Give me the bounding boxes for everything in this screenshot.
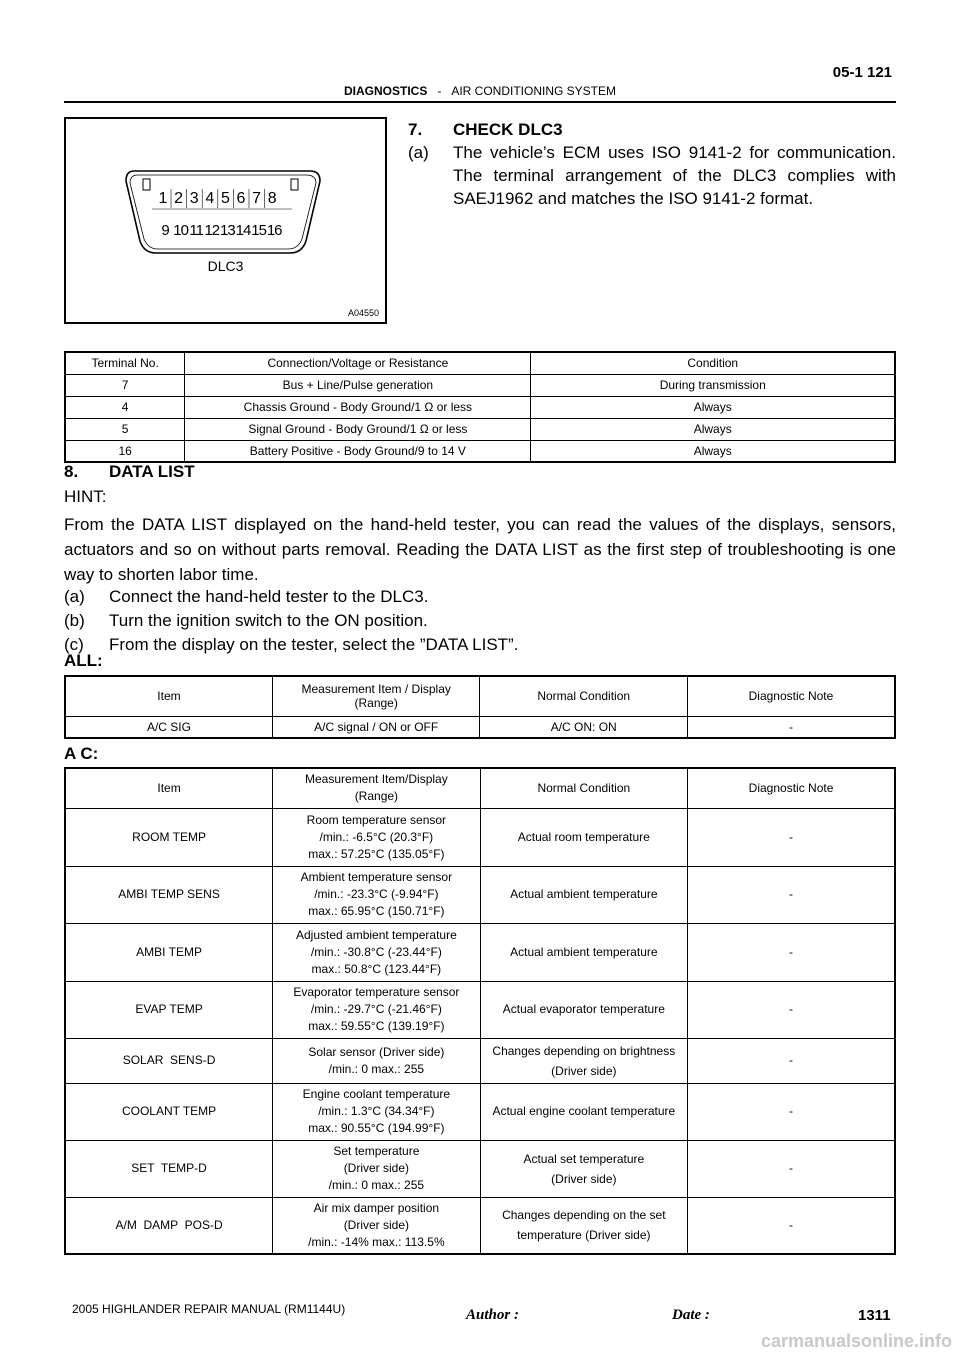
cell-measurement xyxy=(273,1197,480,1254)
cell-item: AMBI TEMP xyxy=(65,923,273,981)
ac-table xyxy=(64,767,896,1255)
table-row xyxy=(65,418,895,440)
cell-measurement-line: max.: 90.55°C (194.99°F) xyxy=(308,1121,445,1135)
cell-item: AMBI TEMP SENS xyxy=(65,866,273,923)
step8-b-label: (b) xyxy=(64,611,85,630)
terminal-table xyxy=(64,351,896,463)
running-header xyxy=(0,84,960,98)
cell-diag: - xyxy=(688,1083,895,1140)
cell-measurement-line: /min.: -6.5°C (20.3°F) xyxy=(319,829,434,844)
cell-normal-line: temperature (Driver side) xyxy=(517,1228,651,1243)
table-row xyxy=(65,808,895,866)
step7-a-line1: The vehicle’s ECM uses ISO 9141-2 for communication. xyxy=(453,143,896,162)
table-row xyxy=(65,1083,895,1140)
cell-normal-line: Actual engine coolant temperature xyxy=(492,1104,676,1118)
th-item: Item xyxy=(65,768,273,808)
pin-label: 8 xyxy=(267,190,277,207)
footer-page-number: 1311 xyxy=(858,1307,891,1324)
pin-label: 9 xyxy=(161,222,169,239)
hint-label: HINT: xyxy=(64,487,107,506)
right-latch xyxy=(291,179,298,190)
left-latch xyxy=(143,179,150,190)
table-row xyxy=(65,923,895,981)
cell-measurement-line: /min.: -30.8°C (-23.44°F) xyxy=(310,944,442,959)
th-diag: Diagnostic Note xyxy=(687,676,895,716)
cell-diag: - xyxy=(687,716,895,738)
footer-author: Author : xyxy=(466,1307,519,1323)
pin-label: 5 xyxy=(220,190,230,207)
pin-label: 2 xyxy=(174,190,184,207)
cell-measurement-line: Room temperature sensor xyxy=(306,812,447,827)
table-row xyxy=(65,1140,895,1197)
step7-a-label: (a) xyxy=(408,143,429,162)
th-diag: Diagnostic Note xyxy=(688,768,895,808)
cell-measurement-line: (Driver side) xyxy=(343,1161,410,1175)
table-row xyxy=(65,981,895,1038)
table-row xyxy=(65,374,895,396)
footer-date: Date : xyxy=(672,1307,710,1323)
cell-measurement xyxy=(273,1083,480,1140)
cell-measurement-line: (Driver side) xyxy=(343,1217,410,1232)
cell-item: SET TEMP-D xyxy=(65,1140,273,1197)
cell-measurement xyxy=(273,981,480,1038)
th-measurement-line2: (Range) xyxy=(354,696,398,711)
step7-a-line3: SAEJ1962 and matches the ISO 9141-2 format. xyxy=(453,189,814,208)
cell-item: A/M DAMP POS-D xyxy=(65,1197,273,1254)
cell-measurement xyxy=(273,923,480,981)
cell-normal-line: (Driver side) xyxy=(551,1171,617,1186)
cell-measurement-line: Evaporator temperature sensor xyxy=(293,985,460,999)
cell-item: ROOM TEMP xyxy=(65,808,273,866)
cell-normal-line: (Driver side) xyxy=(551,1063,617,1078)
cell-normal-line: Changes depending on the set xyxy=(502,1208,666,1223)
table-row xyxy=(65,440,895,462)
th-measurement-line1: Measurement Item/Display xyxy=(305,772,448,787)
all-label: ALL: xyxy=(64,651,103,670)
th-item: Item xyxy=(65,676,272,716)
table-row xyxy=(65,1038,895,1083)
cell-normal xyxy=(480,1038,687,1083)
cell-normal-line: Actual ambient temperature xyxy=(510,944,658,959)
step8-title: DATA LIST xyxy=(109,462,195,481)
cell-normal xyxy=(480,923,687,981)
cell-measurement-line: Set temperature xyxy=(333,1144,420,1158)
cell-connection: Battery Positive - Body Ground/9 to 14 V xyxy=(185,440,531,462)
pin-label: 7 xyxy=(252,190,262,207)
step7-title: CHECK DLC3 xyxy=(453,120,563,139)
cell-measurement: A/C signal / ON or OFF xyxy=(272,716,480,738)
cell-normal xyxy=(480,1140,687,1197)
step7-num: 7. xyxy=(408,120,423,139)
cell-measurement-line: /min.: 0 max.: 255 xyxy=(328,1061,425,1076)
cell-measurement-line: /min.: -14% max.: 113.5% xyxy=(308,1234,445,1249)
cell-item: COOLANT TEMP xyxy=(65,1083,273,1140)
th-condition: Condition xyxy=(531,352,895,374)
ac-table-header xyxy=(65,768,895,808)
th-measurement xyxy=(273,768,480,808)
bottom-pin-row xyxy=(161,222,282,239)
th-terminal-no: Terminal No. xyxy=(65,352,185,374)
cell-measurement-line: max.: 57.25°C (135.05°F) xyxy=(308,846,445,861)
all-table-header xyxy=(65,676,895,716)
cell-measurement-line: max.: 59.55°C (139.19°F) xyxy=(308,1019,445,1033)
cell-measurement xyxy=(273,808,480,866)
th-measurement-line2: (Range) xyxy=(354,789,399,804)
cell-diag: - xyxy=(688,1140,895,1197)
cell-normal xyxy=(480,808,687,866)
datalist-paragraph: From the DATA LIST displayed on the hand-held tester, you can read the values of the displays, sensors, actuators and so on without parts removal. Reading the DATA LIST as the first step of troubleshooting is one way to shorten labor time. xyxy=(64,515,896,584)
cell-diag: - xyxy=(688,981,895,1038)
step7-a-line2: The terminal arrangement of the DLC3 complies with xyxy=(453,166,896,185)
dlc3-figure xyxy=(64,117,387,324)
cell-condition: During transmission xyxy=(531,374,895,396)
cell-measurement-line: /min.: 0 max.: 255 xyxy=(328,1178,425,1192)
cell-measurement xyxy=(273,866,480,923)
cell-item: SOLAR SENS-D xyxy=(65,1038,273,1083)
dlc3-connector-drawing xyxy=(66,119,385,322)
pin-label: 4 xyxy=(205,190,215,207)
cell-normal-line: Changes depending on brightness xyxy=(492,1043,676,1058)
footer-manual: 2005 HIGHLANDER REPAIR MANUAL (RM1144U) xyxy=(72,1302,346,1316)
cell-measurement-line: max.: 65.95°C (150.71°F) xyxy=(308,904,445,918)
pin-label: 11 xyxy=(189,222,203,239)
th-measurement-line1: Measurement Item / Display xyxy=(301,682,451,697)
cell-normal: A/C ON: ON xyxy=(480,716,687,738)
cell-measurement xyxy=(273,1038,480,1083)
cell-measurement-line: Adjusted ambient temperature xyxy=(295,927,457,942)
pin-label: 16 xyxy=(266,222,282,239)
step8-num: 8. xyxy=(64,462,79,481)
table-row xyxy=(65,716,895,738)
cell-normal-line: Actual evaporator temperature xyxy=(502,1002,665,1016)
table-row xyxy=(65,396,895,418)
step8-c-text: From the display on the tester, select the ”DATA LIST”. xyxy=(109,635,519,654)
cell-connection: Bus + Line/Pulse generation xyxy=(185,374,531,396)
table-row xyxy=(65,866,895,923)
th-normal: Normal Condition xyxy=(480,676,687,716)
step8-a-label: (a) xyxy=(64,587,85,606)
figure-code: A04550 xyxy=(347,308,379,318)
cell-measurement-line: /min.: 1.3°C (34.34°F) xyxy=(318,1104,435,1118)
ac-label: A C: xyxy=(64,744,99,763)
cell-normal xyxy=(480,1083,687,1140)
cell-normal-line: Actual room temperature xyxy=(517,829,650,844)
cell-terminal: 16 xyxy=(65,440,185,462)
header-rule xyxy=(64,101,896,103)
cell-measurement-line: Solar sensor (Driver side) xyxy=(308,1044,445,1059)
header-subsection: AIR CONDITIONING SYSTEM xyxy=(451,84,617,98)
cell-connection: Chassis Ground - Body Ground/1 Ω or less xyxy=(185,396,531,418)
cell-terminal: 4 xyxy=(65,396,185,418)
step8-a-text: Connect the hand-held tester to the DLC3. xyxy=(109,587,429,606)
th-connection: Connection/Voltage or Resistance xyxy=(185,352,531,374)
cell-normal xyxy=(480,1197,687,1254)
cell-terminal: 5 xyxy=(65,418,185,440)
cell-measurement-line: /min.: -29.7°C (-21.46°F) xyxy=(310,1002,442,1016)
page-code: 05-1 121 xyxy=(832,64,892,81)
cell-condition: Always xyxy=(531,418,895,440)
terminal-table-header xyxy=(65,352,895,374)
cell-measurement-line: Air mix damper position xyxy=(313,1200,440,1215)
cell-normal-line: Actual set temperature xyxy=(523,1151,645,1166)
cell-condition: Always xyxy=(531,396,895,418)
pin-label: 10 xyxy=(173,222,188,239)
cell-measurement-line: max.: 50.8°C (123.44°F) xyxy=(311,961,442,976)
table-row xyxy=(65,1197,895,1254)
cell-normal-line: Actual ambient temperature xyxy=(510,887,658,901)
cell-diag: - xyxy=(688,866,895,923)
cell-diag: - xyxy=(688,808,895,866)
pin-label: 6 xyxy=(236,190,246,207)
cell-connection: Signal Ground - Body Ground/1 Ω or less xyxy=(185,418,531,440)
header-dash: - xyxy=(437,84,442,98)
th-normal: Normal Condition xyxy=(480,768,687,808)
pin-label: 15 xyxy=(251,222,266,239)
cell-diag: - xyxy=(688,1197,895,1254)
top-pin-row xyxy=(159,189,277,208)
pin-label: 13 xyxy=(220,222,235,239)
cell-terminal: 7 xyxy=(65,374,185,396)
cell-measurement-line: Ambient temperature sensor xyxy=(300,870,453,884)
watermark: carmanualsonline.info xyxy=(760,1331,952,1351)
header-section: DIAGNOSTICS xyxy=(343,84,428,98)
dlc3-label: DLC3 xyxy=(207,258,244,274)
cell-measurement-line: /min.: -23.3°C (-9.94°F) xyxy=(314,887,439,901)
th-measurement xyxy=(272,676,480,716)
cell-diag: - xyxy=(688,1038,895,1083)
pin-label: 3 xyxy=(189,190,199,207)
cell-item: A/C SIG xyxy=(65,716,272,738)
cell-diag: - xyxy=(688,923,895,981)
step8-b-text: Turn the ignition switch to the ON position. xyxy=(109,611,428,630)
cell-measurement-line: Engine coolant temperature xyxy=(302,1087,451,1101)
cell-item: EVAP TEMP xyxy=(65,981,273,1038)
all-table xyxy=(64,675,896,739)
pin-label: 14 xyxy=(235,222,251,239)
cell-normal xyxy=(480,866,687,923)
step8-c-label: (c) xyxy=(64,635,84,654)
pin-label: 1 xyxy=(158,190,168,207)
cell-condition: Always xyxy=(531,440,895,462)
cell-normal xyxy=(480,981,687,1038)
cell-measurement xyxy=(273,1140,480,1197)
pin-label: 12 xyxy=(204,222,220,239)
